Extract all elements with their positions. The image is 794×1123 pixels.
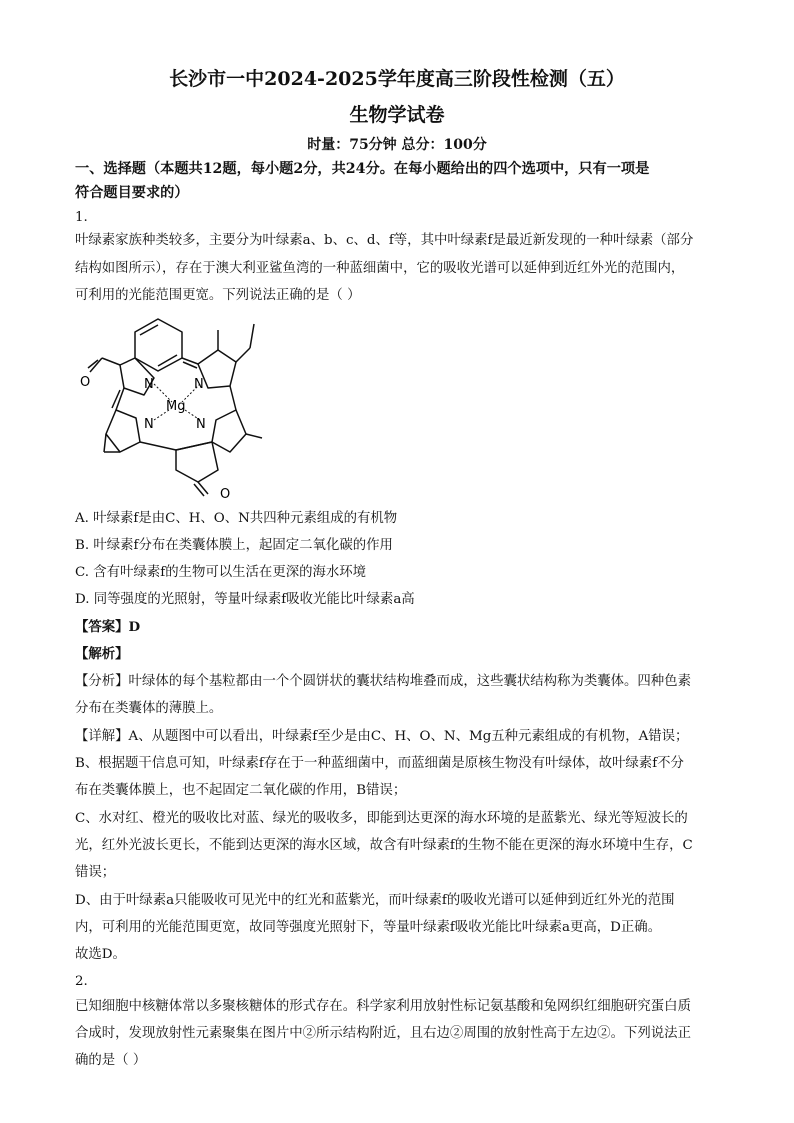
chlorophyll-f-structure-figure	[80, 302, 270, 502]
q1-answer: 【答案】D	[75, 619, 141, 635]
label-o-aldehyde: O	[80, 375, 91, 390]
q1-detail-line: 光，红外光波长更长，不能到达更深的海水区域，故含有叶绿素f的生物不能在更深的海水环境中生存，C	[75, 838, 693, 853]
q1-fenxi-line1: 【分析】叶绿体的每个基粒都由一个个圆饼状的囊状结构堆叠而成，这些囊状结构称为类囊体。四种色素	[75, 674, 691, 689]
q1-stem-line3: 可利用的光能范围更宽。下列说法正确的是（ ）	[75, 288, 361, 303]
section-heading-line1: 一、选择题（本题共12题，每小题2分，共24分。在每小题给出的四个选项中，只有一项是	[75, 161, 650, 177]
q1-detail-line: 故选D。	[75, 947, 126, 962]
q1-detail-line: B、根据题干信息可知，叶绿素f存在于一种蓝细菌中，而蓝细菌是原核生物没有叶绿体，故叶绿素f不分	[75, 756, 684, 771]
q2-stem-line3: 确的是（ ）	[75, 1053, 147, 1068]
q1-option-b: B. 叶绿素f分布在类囊体膜上，起固定二氧化碳的作用	[75, 538, 393, 553]
label-n-bottom-right: N	[196, 417, 206, 432]
q1-option-d: D. 同等强度的光照射，等量叶绿素f吸收光能比叶绿素a高	[75, 592, 415, 607]
q1-detail-line: D、由于叶绿素a只能吸收可见光中的红光和蓝紫光，而叶绿素f的吸收光谱可以延伸到近红外光的范围	[75, 893, 675, 908]
exam-subtitle: 生物学试卷	[349, 104, 445, 126]
label-o-ketone: O	[220, 487, 231, 502]
q1-fenxi-line2: 分布在类囊体的薄膜上。	[75, 701, 223, 716]
q1-detail-line: C、水对红、橙光的吸收比对蓝、绿光的吸收多，即能到达更深的海水环境的是蓝紫光、绿光等短波长的	[75, 811, 688, 826]
section-heading-line2: 符合题目要求的）	[75, 185, 189, 201]
q1-analysis-label: 【解析】	[75, 646, 129, 662]
q1-detail-line: 内，可利用的光能范围更宽，故同等强度光照射下，等量叶绿素f吸收光能比叶绿素a更高，D正确。	[75, 920, 662, 935]
q2-stem-line1: 已知细胞中核糖体常以多聚核糖体的形式存在。科学家利用放射性标记氨基酸和兔网织红细胞研究蛋白质	[75, 999, 691, 1014]
exam-meta: 时量：75分钟 总分：100分	[307, 137, 487, 153]
q1-detail-line: 错误；	[75, 865, 116, 880]
q1-number: 1.	[75, 210, 88, 225]
q1-option-a: A. 叶绿素f是由C、H、O、N共四种元素组成的有机物	[75, 511, 398, 526]
label-n-bottom-left: N	[144, 417, 154, 432]
q2-number: 2.	[75, 974, 88, 989]
q2-stem-line2: 合成时，发现放射性元素聚集在图片中②所示结构附近，且右边②周围的放射性高于左边②。下列说法正	[75, 1026, 691, 1041]
label-n-top-right: N	[194, 377, 204, 392]
q1-detail-line: 【详解】A、从题图中可以看出，叶绿素f至少是由C、H、O、N、Mg五种元素组成的有机物，A错误；	[75, 729, 689, 744]
exam-title: 长沙市一中2024-2025学年度高三阶段性检测（五）	[169, 68, 625, 90]
label-mg: Mg	[166, 399, 186, 414]
q1-stem-line2: 结构如图所示），存在于澳大利亚鲨鱼湾的一种蓝细菌中，它的吸收光谱可以延伸到近红外光的范围内，	[75, 261, 685, 276]
q1-stem-line1: 叶绿素家族种类较多，主要分为叶绿素a、b、c、d、f等，其中叶绿素f是最近新发现的一种叶绿素（部分	[75, 233, 694, 248]
q1-option-c: C. 含有叶绿素f的生物可以生活在更深的海水环境	[75, 565, 367, 580]
label-n-top-left: N	[144, 377, 154, 392]
q1-detail-line: 布在类囊体膜上，也不起固定二氧化碳的作用，B错误；	[75, 783, 407, 798]
